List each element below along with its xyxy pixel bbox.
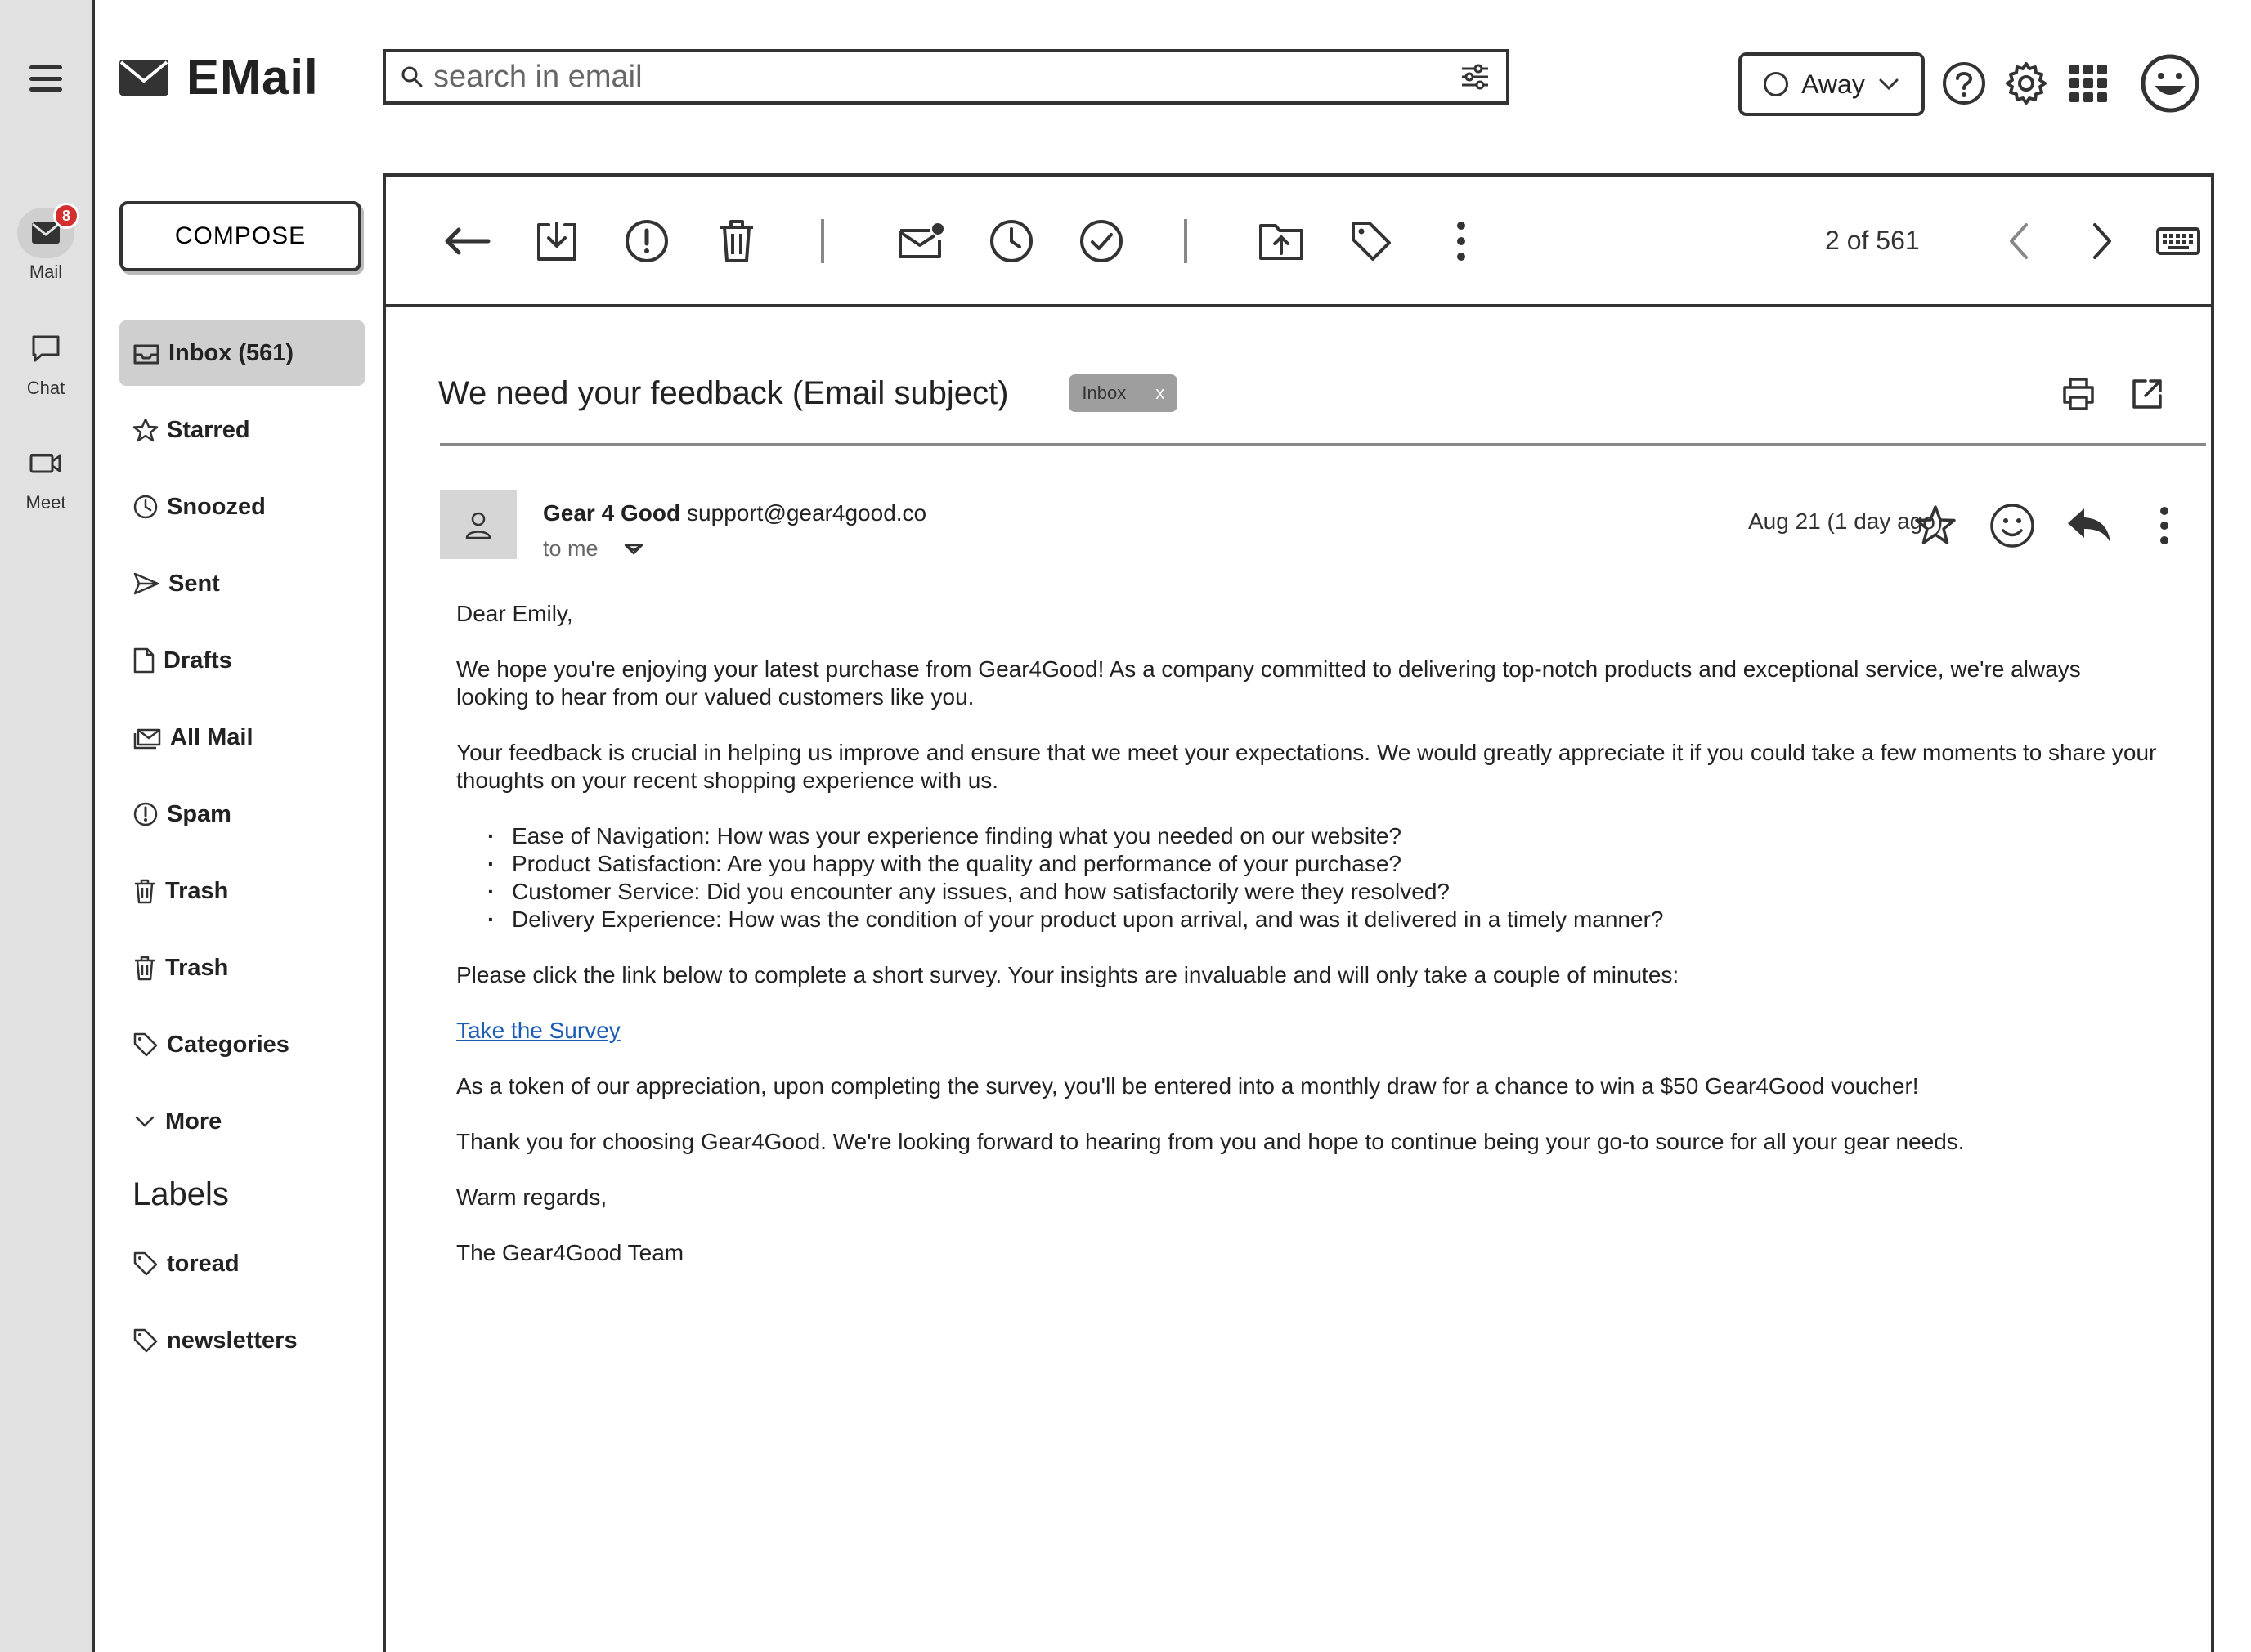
account-avatar-icon[interactable] — [2137, 51, 2203, 116]
recipient-summary — [543, 536, 644, 562]
subject-divider — [440, 443, 2206, 446]
body-paragraph: Thank you for choosing Gear4Good. We're looking forward to hearing from you and hope to continue being your go-to source for all your gear needs. — [456, 1129, 1965, 1154]
all-mail-icon — [132, 725, 162, 750]
chevron-right-icon[interactable] — [2074, 213, 2131, 270]
more-vertical-icon[interactable] — [2137, 499, 2191, 553]
nav-item-starred[interactable] — [119, 397, 365, 463]
message-panel — [383, 173, 2214, 1652]
trash-icon[interactable] — [708, 213, 765, 270]
nav-item-trash-2[interactable] — [119, 935, 365, 1001]
message-toolbar — [386, 177, 2211, 307]
status-dropdown[interactable] — [1738, 52, 1925, 116]
snooze-clock-icon[interactable] — [983, 213, 1040, 270]
open-in-new-window-icon[interactable] — [2124, 371, 2170, 417]
survey-link-row — [456, 1017, 2157, 1045]
menu-icon[interactable] — [29, 65, 62, 92]
sender-avatar[interactable] — [440, 490, 517, 559]
document-icon — [132, 647, 155, 674]
closing: Warm regards, — [456, 1184, 608, 1210]
sender-name-text: Gear 4 Good — [543, 500, 681, 526]
rail-item-chat[interactable] — [0, 324, 92, 399]
app-rail — [0, 0, 95, 1652]
video-camera-icon — [17, 438, 74, 489]
nav-item-spam[interactable] — [119, 781, 365, 847]
inbox-chip — [1069, 374, 1177, 412]
feedback-list — [456, 822, 2157, 933]
chevron-down-icon — [1878, 78, 1899, 91]
star-icon — [132, 417, 159, 443]
inbox-icon — [132, 341, 160, 365]
compose-button[interactable]: COMPOSE — [119, 201, 361, 271]
nav-item-label: Sent — [168, 570, 220, 597]
rail-item-mail[interactable] — [0, 208, 92, 283]
nav-item-inbox[interactable] — [119, 320, 365, 386]
label-item-newsletters[interactable] — [119, 1308, 365, 1373]
back-arrow-icon[interactable] — [438, 213, 495, 270]
nav-item-label: Inbox (561) — [168, 339, 294, 366]
nav-item-trash[interactable] — [119, 858, 365, 924]
rail-item-meet[interactable] — [0, 438, 92, 513]
send-icon — [132, 571, 160, 596]
list-item: · Customer Service: Did you encounter any issues, and how satisfactorily were they resolved? — [456, 878, 2157, 906]
nav-item-label: Categories — [167, 1031, 289, 1058]
apps-grid-icon[interactable] — [2062, 57, 2114, 110]
search-icon — [401, 65, 424, 88]
rail-item-label: Meet — [25, 492, 66, 513]
rail-item-label: Mail — [29, 262, 63, 282]
nav-item-label: Drafts — [164, 647, 232, 674]
greeting: Dear Emily, — [456, 601, 573, 626]
nav-item-more[interactable] — [119, 1089, 365, 1154]
list-item: · Delivery Experience: How was the condition of your product upon arrival, and was it delivered in a timely manner? — [456, 906, 2157, 933]
nav-item-categories[interactable] — [119, 1012, 365, 1077]
status-label: Away — [1801, 69, 1865, 99]
status-circle-icon — [1764, 72, 1788, 96]
body-paragraph: Your feedback is crucial in helping us improve and ensure that we meet your expectations. We would greatly appreciate it if you could take a few moments to share your thoughts on your recent shopping experience with us. — [456, 740, 2157, 793]
list-item: · Ease of Navigation: How was your experience finding what you needed on our website? — [456, 822, 2157, 850]
filter-sliders-icon[interactable] — [1459, 63, 1491, 91]
subject-actions — [2056, 371, 2170, 417]
unread-badge: 8 — [53, 203, 79, 229]
nav-item-label: Starred — [167, 416, 250, 443]
signature: The Gear4Good Team — [456, 1240, 684, 1265]
sender-name — [543, 500, 926, 526]
nav-item-snoozed[interactable] — [119, 474, 365, 539]
subject-row — [438, 365, 2211, 422]
label-item-label: toread — [167, 1250, 240, 1277]
nav-item-sent[interactable] — [119, 551, 365, 616]
chip-remove-button[interactable]: x — [1155, 383, 1165, 403]
trash-icon — [132, 954, 157, 982]
search-input[interactable] — [433, 60, 1459, 95]
envelope-logo-icon — [118, 58, 170, 97]
sender-row — [440, 490, 2211, 564]
person-icon — [462, 508, 495, 541]
nav-item-drafts[interactable] — [119, 628, 365, 693]
emoji-react-icon[interactable] — [1985, 499, 2039, 553]
label-tag-icon[interactable] — [1343, 213, 1400, 270]
caret-down-icon[interactable] — [623, 542, 644, 557]
chat-icon — [17, 324, 74, 374]
survey-link[interactable]: Take the Survey — [456, 1018, 621, 1043]
nav-item-label: Spam — [167, 800, 231, 827]
mark-unread-icon[interactable] — [893, 213, 950, 270]
help-icon[interactable] — [1938, 57, 1990, 110]
list-item: · Product Satisfaction: Are you happy with the quality and performance of your purchase? — [456, 850, 2157, 878]
recipient-label: to me — [543, 536, 599, 561]
chevron-down-icon — [132, 1109, 157, 1134]
nav-item-label: Trash — [165, 954, 229, 981]
move-to-folder-icon[interactable] — [1253, 213, 1310, 270]
mail-icon — [17, 208, 74, 258]
body-paragraph: As a token of our appreciation, upon completing the survey, you'll be entered into a monthly draw for a chance to win a $50 Gear4Good voucher! — [456, 1073, 1919, 1099]
chevron-left-icon[interactable] — [1990, 213, 2047, 270]
star-icon[interactable] — [1908, 499, 1962, 553]
app-title: EMail — [186, 50, 319, 105]
email-subject: We need your feedback (Email subject) — [438, 374, 1009, 411]
sender-email: support@gear4good.co — [687, 500, 927, 526]
clock-icon — [132, 494, 159, 520]
rail-item-label: Chat — [26, 378, 65, 398]
message-date: Aug 21 (1 day ago) — [1748, 508, 1944, 534]
message-body — [456, 600, 2157, 1295]
search-bar[interactable] — [383, 49, 1509, 105]
trash-icon — [132, 877, 157, 905]
body-paragraph: We hope you're enjoying your latest purchase from Gear4Good! As a company committed to delivering top-notch products and exceptional service, we're always looking to hear from our valued customers like you. — [456, 656, 2081, 710]
tag-icon — [132, 1327, 159, 1354]
report-spam-icon[interactable] — [618, 213, 675, 270]
nav-item-label: More — [165, 1108, 222, 1135]
toolbar-divider — [821, 219, 824, 263]
label-item-label: newsletters — [167, 1327, 298, 1354]
keyboard-icon[interactable] — [2146, 213, 2211, 270]
nav-item-label: Snoozed — [167, 493, 266, 520]
tag-icon — [132, 1251, 159, 1277]
body-paragraph: Please click the link below to complete a short survey. Your insights are invaluable and will only take a couple of minutes: — [456, 962, 1679, 987]
mail-nav — [119, 320, 365, 1385]
pager-count: 2 of 561 — [1825, 226, 1920, 255]
more-vertical-icon[interactable] — [1433, 213, 1490, 270]
toolbar-divider — [1184, 219, 1187, 263]
app-logo[interactable] — [118, 49, 319, 105]
add-task-check-icon[interactable] — [1073, 213, 1130, 270]
labels-heading: Labels — [132, 1175, 229, 1212]
archive-icon[interactable] — [528, 213, 585, 270]
label-item-toread[interactable] — [119, 1231, 365, 1296]
chip-label: Inbox — [1082, 383, 1127, 403]
nav-item-all-mail[interactable] — [119, 705, 365, 770]
tag-icon — [132, 1032, 159, 1058]
nav-item-label: All Mail — [170, 723, 253, 750]
gear-icon[interactable] — [2000, 57, 2052, 110]
alert-circle-icon — [132, 801, 159, 827]
reply-icon[interactable] — [2062, 499, 2116, 553]
print-icon[interactable] — [2056, 371, 2101, 417]
nav-item-label: Trash — [165, 877, 229, 904]
